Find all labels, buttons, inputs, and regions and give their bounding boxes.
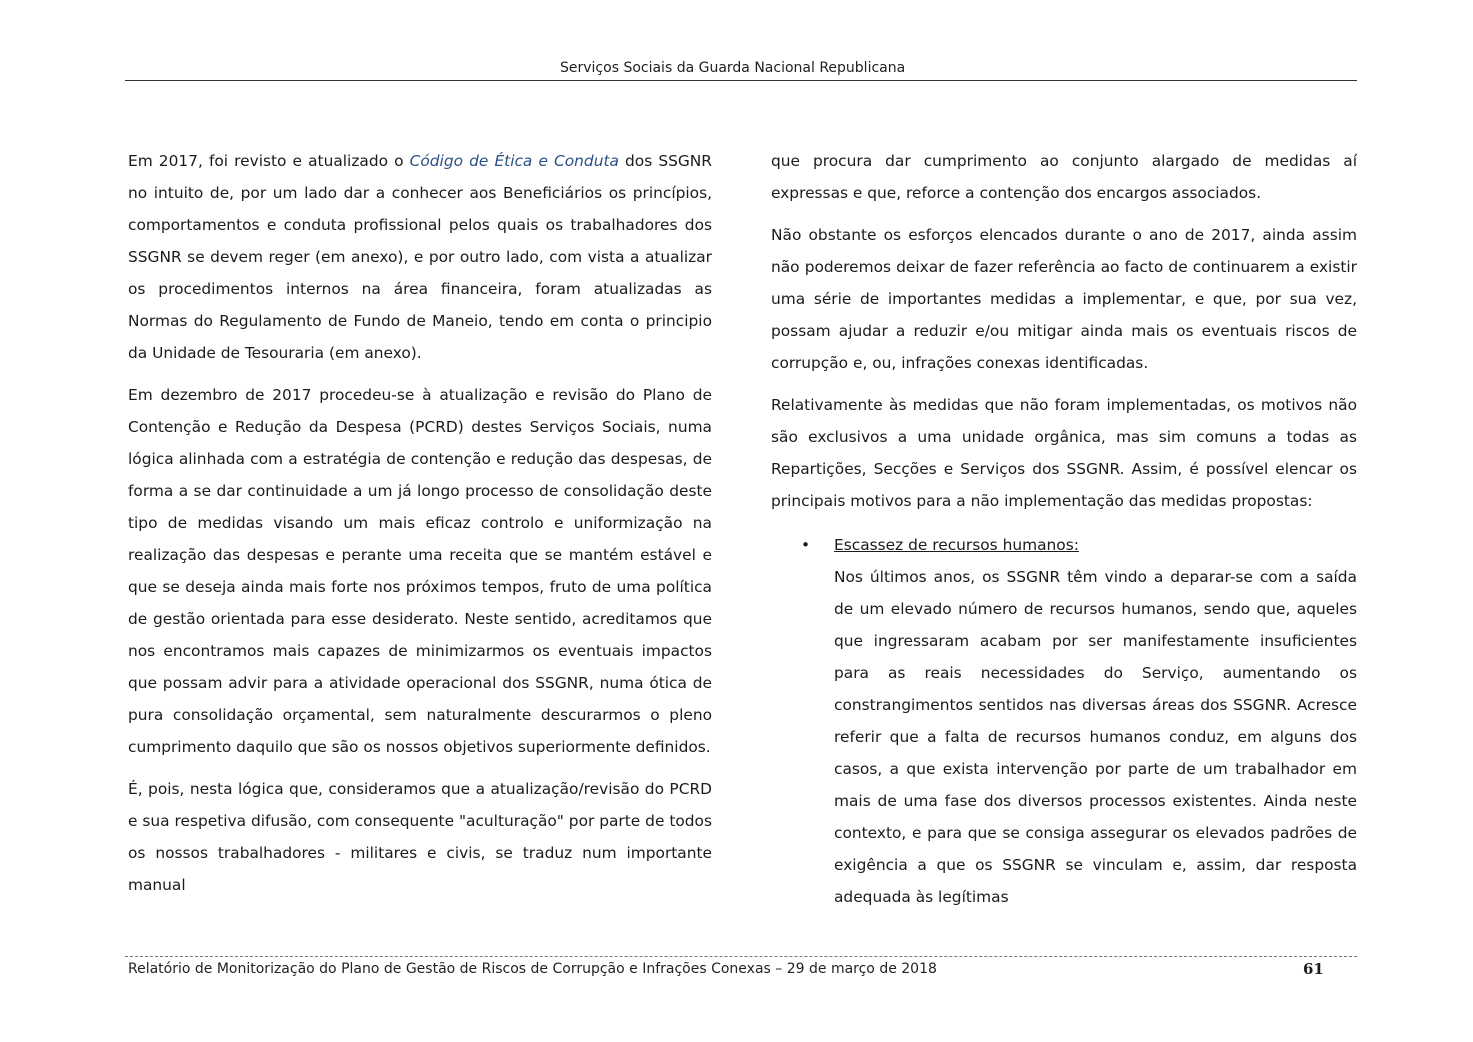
code-of-ethics-title: Código de Ética e Conduta [409, 152, 619, 170]
paragraph: que procura dar cumprimento ao conjunto alargado de medidas aí expressas e que, reforce a contenção dos encargos associados. [771, 152, 1357, 202]
bullet-title: Escassez de recursos humanos: [834, 536, 1079, 554]
bullet-icon: • [801, 536, 811, 554]
paragraph: É, pois, nesta lógica que, consideramos que a atualização/revisão do PCRD e sua respetiva difusão, com consequente "aculturação" por parte de todos os nossos trabalhadores - militares e civis, se traduz num importante manual [128, 780, 712, 894]
paragraph: Não obstante os esforços elencados durante o ano de 2017, ainda assim não poderemos deixar de fazer referência ao facto de continuarem a existir uma série de importantes medidas a implementar, e que, por sua vez, possam ajudar a reduzir e/ou mitigar ainda mais os eventuais riscos de corrupção e, ou, infrações conexas identificadas. [771, 226, 1357, 372]
bullet-text: Nos últimos anos, os SSGNR têm vindo a deparar-se com a saída de um elevado número de recursos humanos, sendo que, aqueles que ingressaram acabam por ser manifestamente insuficientes para as reais necessidades do Serviço, aumentando os constrangimentos sentidos nas diversas áreas dos SSGNR. Acresce referir que a falta de recursos humanos conduz, em alguns dos casos, a que exista intervenção por parte de um trabalhador em mais de uma fase dos diversos processos existentes. Ainda neste contexto, e para que se consiga assegurar os elevados padrões de exigência a que os SSGNR se vinculam e, assim, dar resposta adequada às legítimas [834, 568, 1357, 906]
footer-title: Relatório de Monitorização do Plano de Gestão de Riscos de Corrupção e Infrações Conexas – 29 de março de 2018 [128, 961, 937, 977]
right-column [771, 145, 1357, 913]
paragraph-text: Em 2017, foi revisto e atualizado o [128, 152, 410, 170]
paragraph: Relativamente às medidas que não foram implementadas, os motivos não são exclusivos a uma unidade orgânica, mas sim comuns a todas as Repartições, Secções e Serviços dos SSGNR. Assim, é possível elencar os principais motivos para a não implementação das medidas propostas: [771, 396, 1357, 510]
footer-divider [125, 956, 1357, 957]
bullet-item [771, 529, 1357, 913]
left-column [128, 145, 712, 911]
page-header-title: Serviços Sociais da Guarda Nacional Republicana [560, 60, 906, 76]
page-number: 61 [1303, 960, 1324, 978]
paragraph-text: dos SSGNR no intuito de, por um lado dar a conhecer aos Beneficiários os princípios, comportamentos e conduta profissional pelos quais os trabalhadores dos SSGNR se devem reger (em anexo), e por outro lado, com vista a atualizar os procedimentos internos na área financeira, foram atualizadas as Normas do Regulamento de Fundo de Maneio, tendo em conta o principio da Unidade de Tesouraria (em anexo). [128, 152, 712, 362]
paragraph [128, 145, 712, 369]
paragraph: Em dezembro de 2017 procedeu-se à atualização e revisão do Plano de Contenção e Redução da Despesa (PCRD) destes Serviços Sociais, numa lógica alinhada com a estratégia de contenção e redução das despesas, de forma a se dar continuidade a um já longo processo de consolidação deste tipo de medidas visando um mais eficaz controlo e uniformização na realização das despesas e perante uma receita que se mantém estável e que se deseja ainda mais forte nos próximos tempos, fruto de uma política de gestão orientada para esse desiderato. Neste sentido, acreditamos que nos encontramos mais capazes de minimizarmos os eventuais impactos que possam advir para a atividade operacional dos SSGNR, numa ótica de pura consolidação orçamental, sem naturalmente descurarmos o pleno cumprimento daquilo que são os nossos objetivos superiormente definidos. [128, 386, 712, 756]
header-divider [125, 80, 1357, 81]
